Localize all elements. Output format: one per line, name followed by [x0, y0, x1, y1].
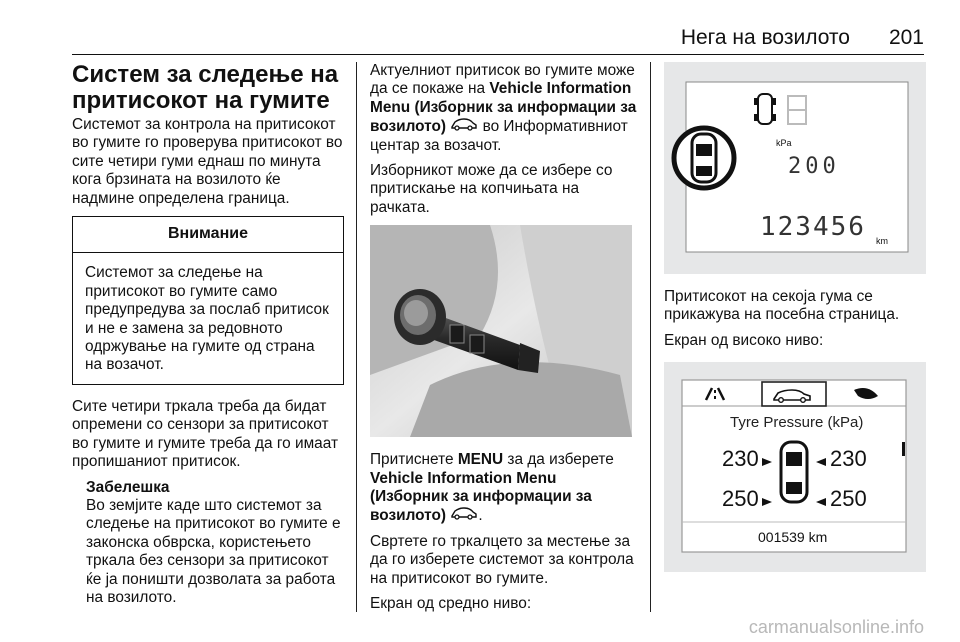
page-header — [0, 0, 960, 56]
warning-text: Системот за следење на притисокот во гумите само предупредува за послаб притисок и не е замена за редовното одржување на гумите од страна на возачот. — [85, 264, 329, 374]
column-1 — [72, 62, 344, 607]
pressure-value: 200 — [788, 154, 840, 179]
menu-text-pre: Актуелниот притисок во гумите може да се покаже на — [370, 62, 635, 98]
km-unit: km — [876, 236, 888, 246]
header-rule — [72, 54, 924, 55]
menu-button-name: MENU — [457, 451, 504, 469]
stalk-illustration — [370, 225, 632, 437]
selection-paragraph: Изборникот може да се избере со притискање на копчињата на рачката. — [370, 162, 613, 216]
note-block — [72, 479, 344, 608]
column-divider-2 — [650, 62, 651, 612]
mid-level-display-figure — [664, 62, 926, 274]
tyre-pressure-title: Tyre Pressure (kPa) — [730, 414, 864, 432]
sensors-paragraph: Сите четири тркала треба да бидат опремени со сензори за притисокот во гумите и гумите треба да го имаат пропишаниот притисок. — [72, 397, 338, 471]
watermark: carmanualsonline.info — [748, 617, 924, 637]
header-title: Нега на возилото — [680, 26, 850, 49]
odometer-value: 123456 — [760, 212, 866, 242]
menu-name-bold: Vehicle Information Menu (Изборник за информации за возилото) — [370, 80, 637, 135]
kpa-unit: kPa — [776, 138, 792, 148]
section-heading: Систем за следење на притисокот на гумите — [72, 61, 339, 114]
press-text-post: . — [478, 507, 483, 525]
warning-title: Внимание — [73, 217, 343, 253]
press-menu-paragraph — [370, 451, 638, 526]
separate-page-paragraph: Притисокот на секоја гума се прикажува на посебна страница. — [664, 288, 900, 324]
note-text: Во земјите каде што системот за следење на притисокот во гумите е законска обврска, користењето тркала без сензори за притисокот ќе ја поништи дозволата за работа на возилото. — [86, 496, 341, 606]
menu-name-bold-2: Vehicle Information Menu (Изборник за информации за возилото) — [370, 469, 592, 525]
note-title: Забелешка — [86, 478, 170, 496]
rear-right-pressure: 250 — [830, 486, 867, 512]
column-3 — [664, 62, 926, 572]
front-left-pressure: 230 — [722, 446, 759, 472]
menu-paragraph — [370, 62, 638, 155]
front-right-pressure: 230 — [830, 446, 867, 472]
odometer-high-level: 001539 km — [758, 529, 828, 546]
page-number: 201 — [888, 26, 924, 49]
stalk-figure — [370, 225, 632, 437]
car-icon — [450, 117, 478, 136]
press-text-pre: Притиснете — [370, 451, 458, 469]
menu-text-post: во Информативниот центар за возачот. — [370, 117, 628, 154]
high-level-display-figure — [664, 362, 926, 572]
thumbwheel-paragraph: Свртете го тркалцето за местење за да го изберете системот за контрола на притисокот во гумите. — [370, 532, 634, 587]
car-icon-2 — [450, 506, 478, 525]
warning-box — [72, 216, 344, 385]
column-2 — [370, 62, 638, 621]
press-text-mid: за да изберете — [503, 451, 614, 469]
column-divider-1 — [356, 62, 357, 612]
mid-level-label: Екран од средно ниво: — [370, 595, 532, 613]
high-level-label: Екран од високо ниво: — [664, 331, 824, 349]
rear-left-pressure: 250 — [722, 486, 759, 512]
intro-paragraph: Системот за контрола на притисокот во гумите го проверува притисокот во сите четири гуми еднаш по минута кога брзината на возилото ќе надмине определена граница. — [72, 116, 343, 207]
